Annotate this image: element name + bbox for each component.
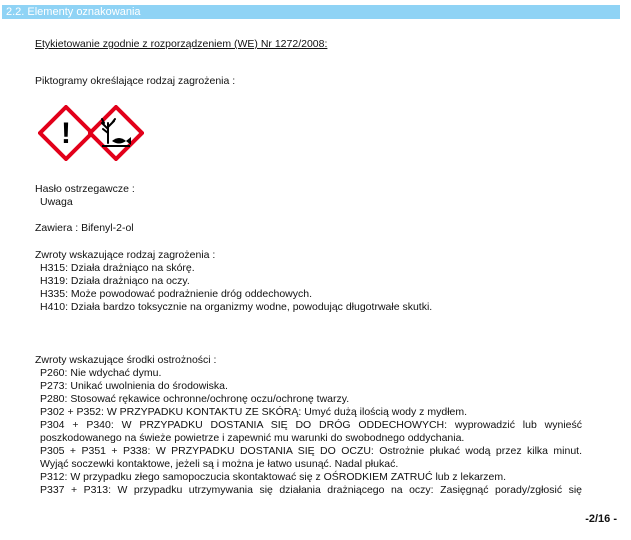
precautionary-line: P260: Nie wdychać dymu. bbox=[40, 367, 162, 379]
precautionary-line: P302 + P352: W PRZYPADKU KONTAKTU ZE SKÓRĄ: Umyć dużą ilością wody z mydłem. bbox=[40, 406, 468, 418]
signal-word-label: Hasło ostrzegawcze : bbox=[35, 183, 135, 195]
hazard-statement-item: H335: Może powodować podrażnienie dróg oddechowych. bbox=[40, 288, 313, 300]
precautionary-line: P305 + P351 + P338: W PRZYPADKU DOSTANIA SIĘ DO OCZU: Ostrożnie płukać wodą przez kilka minut. bbox=[40, 445, 582, 457]
environment-hazard-icon bbox=[88, 105, 144, 166]
precautionary-line: P337 + P313: W przypadku utrzymywania się działania drażniącego na oczy: Zasięgnąć porady/zgłosić się bbox=[40, 484, 582, 496]
hazard-statement-item: H319: Działa drażniąco na oczy. bbox=[40, 275, 190, 287]
contains-text: Zawiera : Bifenyl-2-ol bbox=[35, 222, 134, 234]
signal-word-value: Uwaga bbox=[40, 196, 73, 208]
page-number: -2/16 - bbox=[585, 513, 617, 525]
pictograms-label: Piktogramy określające rodzaj zagrożenia : bbox=[35, 75, 236, 87]
precautionary-line: P273: Unikać uwolnienia do środowiska. bbox=[40, 380, 228, 392]
hazard-statements-label: Zwroty wskazujące rodzaj zagrożenia : bbox=[35, 249, 216, 261]
hazard-statement-item: H315: Działa drażniąco na skórę. bbox=[40, 262, 195, 274]
precautionary-line: P280: Stosować rękawice ochronne/ochronę oczu/ochronę twarzy. bbox=[40, 393, 350, 405]
precautionary-line: poszkodowanego na świeże powietrze i zapewnić mu warunki do swobodnego oddychania. bbox=[40, 432, 465, 444]
precautionary-line: P304 + P340: W PRZYPADKU DOSTANIA SIĘ DO DRÓG ODDECHOWYCH: wyprowadzić lub wynieść bbox=[40, 419, 582, 431]
svg-text:!: ! bbox=[61, 117, 71, 150]
hazard-statement-item: H410: Działa bardzo toksycznie na organizmy wodne, powodując długotrwałe skutki. bbox=[40, 301, 433, 313]
precautionary-line: Wyjąć soczewki kontaktowe, jeżeli są i można je łatwo usunąć. Nadal płukać. bbox=[40, 458, 399, 470]
precautionary-statements-label: Zwroty wskazujące środki ostrożności : bbox=[35, 354, 217, 366]
exclamation-mark-icon bbox=[38, 105, 94, 166]
precautionary-line: P312: W przypadku złego samopoczucia skontaktować się z OŚRODKIEM ZATRUĆ lub z lekarzem. bbox=[40, 471, 507, 483]
regulation-heading: Etykietowanie zgodnie z rozporządzeniem (WE) Nr 1272/2008: bbox=[35, 38, 328, 50]
section-header: 2.2. Elementy oznakowania bbox=[2, 5, 620, 19]
